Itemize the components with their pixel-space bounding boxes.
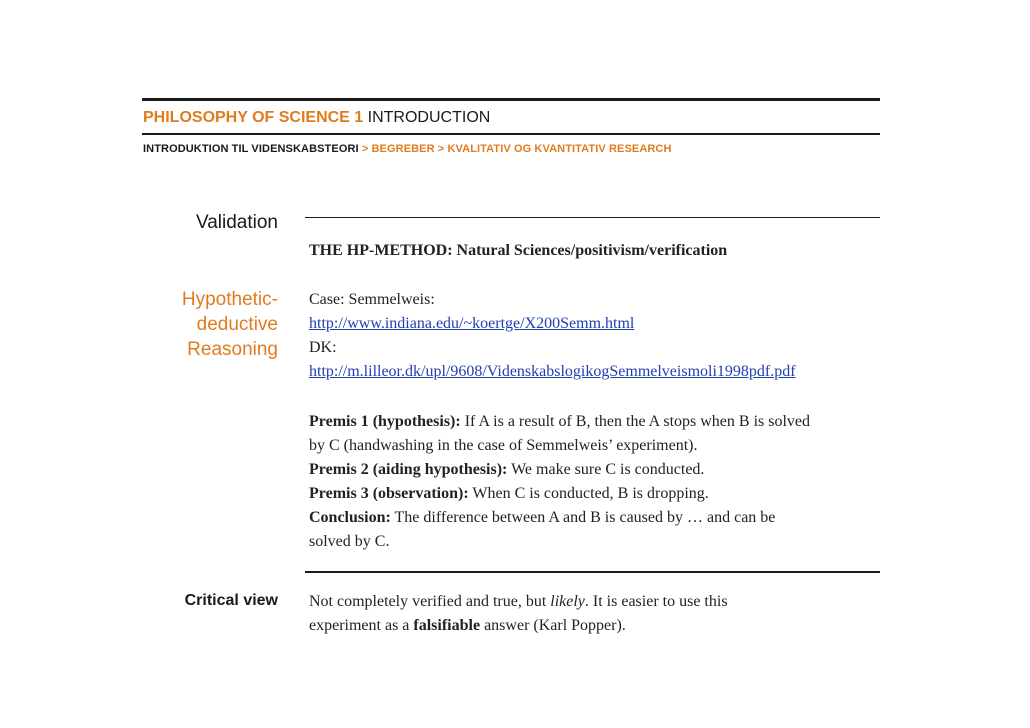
premis-3: [309, 482, 810, 506]
critical-line2-after: answer (Karl Popper).: [480, 617, 626, 634]
title-black: INTRODUCTION: [367, 109, 491, 126]
case-label: Case: Semmelweis:: [309, 291, 435, 308]
critical-line-2: [309, 614, 728, 638]
hypothetic-line2: deductive: [196, 314, 278, 335]
hypothetic-line3: Reasoning: [187, 339, 278, 360]
dk-label: DK:: [309, 339, 337, 356]
critical-block: [309, 590, 728, 638]
validation-rule: [305, 217, 880, 218]
breadcrumb: [143, 143, 672, 155]
breadcrumb-root[interactable]: INTRODUKTION TIL VIDENSKABSTEORI: [143, 143, 359, 155]
title-orange: PHILOSOPHY OF SCIENCE 1: [143, 109, 364, 126]
premis-3-text: When C is conducted, B is dropping.: [468, 485, 709, 502]
premis-1-cont: by C (handwashing in the case of Semmelweis’ experiment).: [309, 437, 698, 454]
top-rule: [142, 98, 880, 101]
premis-2-text: We make sure C is conducted.: [507, 461, 705, 478]
hypothetic-line1: Hypothetic-: [181, 289, 278, 310]
critical-line2-before: experiment as a: [309, 617, 414, 634]
premis-3-label: Premis 3 (observation):: [309, 485, 469, 502]
dk-link[interactable]: http://m.lilleor.dk/upl/9608/VidenskabslogikogSemmelveismoli1998pdf.pdf: [309, 363, 796, 380]
critical-line2-bold: falsifiable: [413, 617, 481, 634]
premis-2: [309, 458, 810, 482]
premis-1: [309, 410, 810, 434]
premis-2-label: Premis 2 (aiding hypothesis):: [309, 461, 508, 478]
title-rule: [142, 133, 880, 135]
premis-1-label: Premis 1 (hypothesis):: [309, 413, 461, 430]
validation-label: Validation: [195, 212, 278, 233]
critical-text-before: Not completely verified and true, but: [309, 593, 551, 610]
breadcrumb-path[interactable]: > BEGREBER > KVALITATIV OG KVANTITATIV RESEARCH: [361, 143, 672, 155]
critical-line-1: [309, 590, 728, 614]
page-title: [143, 109, 490, 127]
case-link[interactable]: http://www.indiana.edu/~koertge/X200Semm.html: [309, 315, 635, 332]
critical-view-label: Critical view: [184, 592, 278, 609]
premis-1-text: If A is a result of B, then the A stops when B is solved: [460, 413, 811, 430]
critical-text-italic: likely: [550, 593, 585, 610]
case-block: [309, 288, 796, 384]
conclusion: [309, 506, 810, 530]
conclusion-label: Conclusion:: [309, 509, 391, 526]
critical-rule: [305, 571, 880, 573]
conclusion-cont: solved by C.: [309, 533, 390, 550]
hypothetic-deductive-label: [78, 287, 278, 362]
premises-block: [309, 410, 810, 554]
conclusion-text: The difference between A and B is caused by … and can be: [390, 509, 776, 526]
critical-text-after: . It is easier to use this: [584, 593, 728, 610]
method-heading: THE HP-METHOD: Natural Sciences/positivism/verification: [309, 242, 728, 259]
